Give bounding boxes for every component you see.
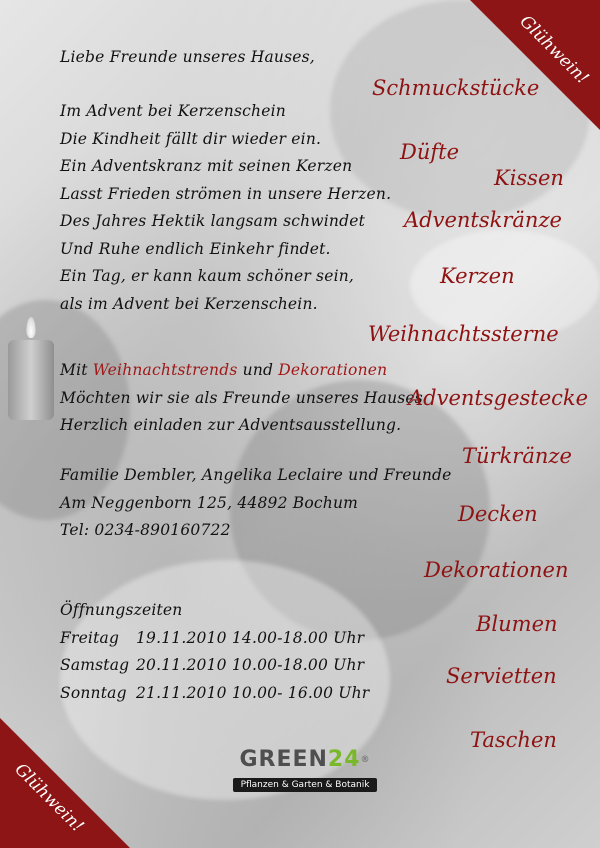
invitation — [60, 357, 423, 440]
poem-line: Ein Adventskranz mit seinen Kerzen — [60, 157, 353, 175]
opening-hours-heading: Öffnungszeiten — [60, 601, 183, 619]
product-word-decken: Decken — [458, 502, 538, 526]
greeting — [60, 44, 315, 72]
product-word-adventsgestecke: Adventsgestecke — [408, 386, 589, 410]
logo-registered-mark: ® — [360, 755, 371, 765]
hours-row — [60, 652, 369, 680]
product-word-servietten: Servietten — [446, 664, 557, 688]
greeting-line: Liebe Freunde unseres Hauses, — [60, 48, 315, 66]
candle-image — [8, 340, 54, 420]
logo-number: 24 — [327, 747, 361, 772]
corner-label-bottom-left: Glühwein! — [10, 759, 88, 837]
street-address: Am Neggenborn 125, 44892 Bochum — [60, 493, 359, 512]
product-word-duefte: Düfte — [400, 140, 460, 164]
product-word-kerzen: Kerzen — [440, 264, 515, 288]
invite-mid: und — [237, 361, 279, 379]
address-block — [60, 462, 452, 545]
product-word-dekorationen: Dekorationen — [424, 558, 569, 582]
hours-day: Sonntag — [60, 683, 127, 702]
invitation-line-3: Herzlich einladen zur Adventsausstellung. — [60, 416, 402, 434]
hours-day: Freitag — [60, 628, 120, 647]
poem-line: Ein Tag, er kann kaum schöner sein, — [60, 267, 355, 285]
corner-label-top-right: Glühwein! — [515, 11, 593, 89]
poem-line: Im Advent bei Kerzenschein — [60, 102, 286, 120]
invite-accent-decorations: Dekorationen — [278, 361, 388, 379]
hours-time: 19.11.2010 14.00-18.00 Uhr — [136, 628, 365, 647]
product-word-adventskraenze: Adventskränze — [404, 208, 562, 232]
green24-logo — [220, 748, 390, 792]
candle-flame — [26, 316, 36, 338]
poem-line: Die Kindheit fällt dir wieder ein. — [60, 129, 322, 148]
hours-row — [60, 625, 369, 653]
invitation-line-1 — [60, 357, 423, 385]
logo-wordmark — [220, 748, 390, 772]
phone-number: Tel: 0234-890160722 — [60, 521, 231, 539]
product-word-blumen: Blumen — [476, 612, 558, 636]
invitation-line-2: Möchten wir sie als Freunde unseres Hauses — [60, 388, 423, 407]
product-word-weihnachtssterne: Weihnachtssterne — [368, 322, 559, 346]
poem — [60, 98, 391, 318]
hours-day: Samstag — [60, 656, 130, 674]
poem-line: Und Ruhe endlich Einkehr findet. — [60, 239, 331, 258]
product-word-tuerkraenze: Türkränze — [462, 444, 572, 468]
host-names: Familie Dembler, Angelika Leclaire und Freunde — [60, 466, 452, 484]
product-word-kissen: Kissen — [494, 166, 564, 190]
hours-row — [60, 680, 369, 708]
logo-tagline: Pflanzen & Garten & Botanik — [233, 778, 378, 792]
logo-name: GREEN — [239, 747, 328, 772]
poem-line: Lasst Frieden strömen in unsere Herzen. — [60, 184, 392, 203]
poem-line: Des Jahres Hektik langsam schwindet — [60, 212, 366, 230]
opening-hours — [60, 597, 369, 707]
hours-time: 20.11.2010 10.00-18.00 Uhr — [136, 656, 365, 674]
invite-accent-trends: Weihnachtstrends — [92, 361, 238, 379]
hours-time: 21.11.2010 10.00- 16.00 Uhr — [136, 683, 370, 702]
product-word-schmuckstuecke: Schmuckstücke — [372, 76, 540, 100]
invite-prefix: Mit — [60, 361, 93, 379]
product-word-taschen: Taschen — [470, 728, 557, 752]
poem-line: als im Advent bei Kerzenschein. — [60, 294, 318, 313]
